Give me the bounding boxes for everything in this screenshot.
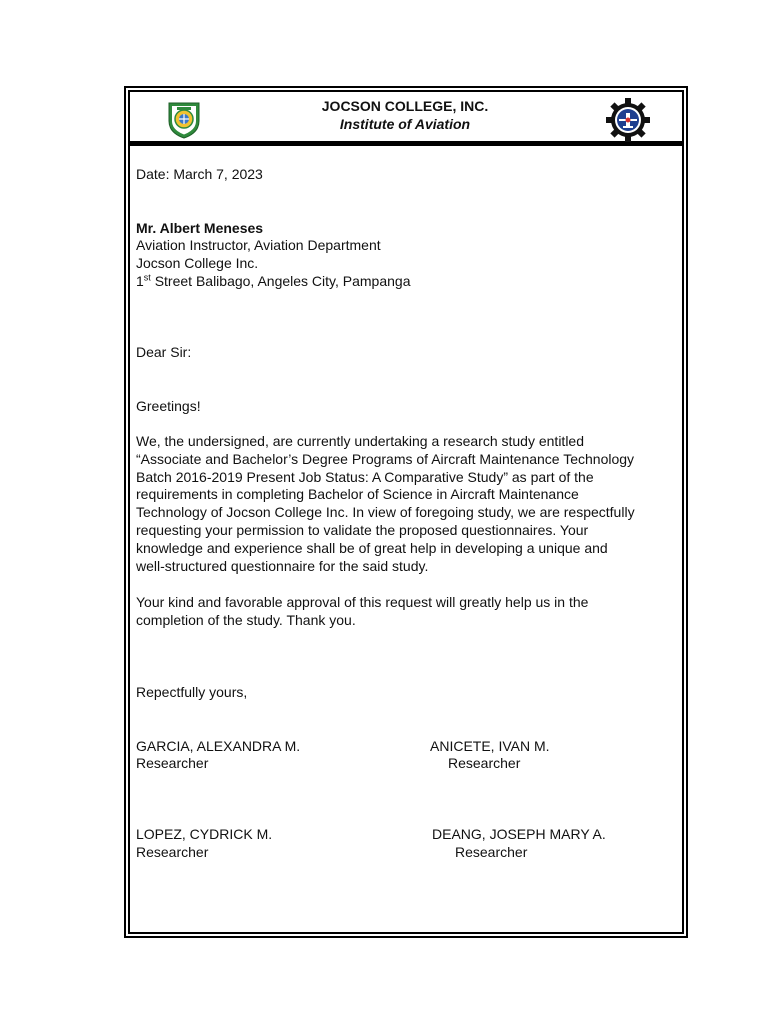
signatory-name: GARCIA, ALEXANDRA M. bbox=[136, 738, 301, 754]
signatory-name: DEANG, JOSEPH MARY A. bbox=[432, 826, 606, 842]
signatory-role: Researcher bbox=[136, 755, 209, 771]
header-divider bbox=[128, 141, 684, 146]
closing-line: Your kind and favorable approval of this request will greatly help us in the bbox=[136, 594, 589, 610]
address-rest: Street Balibago, Angeles City, Pampanga bbox=[150, 273, 411, 289]
body-line: requirements in completing Bachelor of Science in Aircraft Maintenance bbox=[136, 486, 579, 503]
college-seal-icon bbox=[166, 99, 202, 139]
college-name: JOCSON COLLEGE, INC. bbox=[321, 98, 489, 114]
recipient-address bbox=[136, 272, 411, 290]
address-ordinal-suffix: st bbox=[143, 272, 151, 283]
greeting: Greetings! bbox=[136, 398, 201, 414]
signatory-name: LOPEZ, CYDRICK M. bbox=[136, 826, 273, 842]
closing-line: completion of the study. Thank you. bbox=[136, 611, 356, 628]
body-line: “Associate and Bachelor’s Degree Programs of Aircraft Maintenance Technology bbox=[136, 450, 635, 467]
aviation-gear-emblem-icon bbox=[606, 98, 650, 142]
salutation: Dear Sir: bbox=[136, 344, 192, 360]
body-line: Technology of Jocson College Inc. In view of foregoing study, we are respectfully bbox=[136, 504, 635, 521]
signatory-role: Researcher bbox=[136, 844, 209, 860]
signoff: Repectfully yours, bbox=[136, 684, 248, 700]
body-line: Batch 2016-2019 Present Job Status: A Comparative Study” as part of the bbox=[136, 468, 594, 485]
signatory-name: ANICETE, IVAN M. bbox=[430, 738, 550, 754]
body-paragraph bbox=[136, 433, 678, 575]
letter-date: Date: March 7, 2023 bbox=[136, 166, 263, 182]
body-line: knowledge and experience shall be of great help in developing a unique and bbox=[136, 539, 608, 556]
body-line: requesting your permission to validate the proposed questionnaires. Your bbox=[136, 521, 589, 538]
recipient-title: Aviation Instructor, Aviation Department bbox=[136, 237, 381, 253]
body-line: well-structured questionnaire for the said study. bbox=[136, 557, 429, 574]
signatory-role: Researcher bbox=[448, 755, 521, 771]
body-line: We, the undersigned, are currently undertaking a research study entitled bbox=[136, 433, 584, 449]
recipient-organization: Jocson College Inc. bbox=[136, 255, 259, 271]
address-number: 1 bbox=[136, 273, 144, 289]
closing-paragraph bbox=[136, 594, 678, 630]
recipient-name: Mr. Albert Meneses bbox=[136, 220, 264, 236]
signatory-role: Researcher bbox=[455, 844, 528, 860]
institute-name: Institute of Aviation bbox=[339, 116, 471, 132]
